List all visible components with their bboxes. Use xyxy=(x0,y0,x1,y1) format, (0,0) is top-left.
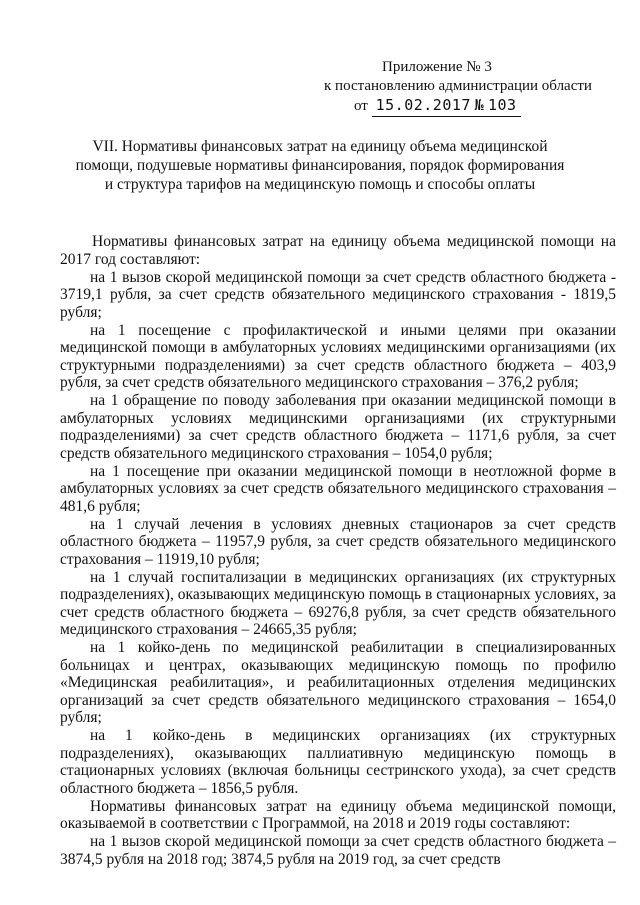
date-number-field xyxy=(372,96,521,117)
paragraph-palliative: на 1 койко-день в медицинских организациях (их структурных подразделениях), оказывающих паллиативную медицинскую помощь в стационарных условиях (включая больницы сестринского ухода), за счет средств областного бюджета – 1856,5 рубля. xyxy=(60,727,616,797)
paragraph-2018-2019-intro: Нормативы финансовых затрат на единицу объема медицинской помощи, оказываемой в соответствии с Программой, на 2018 и 2019 годы составляют: xyxy=(60,797,616,832)
paragraph-preventive-visit: на 1 посещение с профилактической и иными целями при оказании медицинской помощи в амбулаторных условиях медицинскими организациями (их структурными подразделениями) за счет средств областного бюджета – 403,9 рубля, за счет средств обязательного медицинского страхования – 376,2 рубля; xyxy=(60,321,616,391)
paragraph-disease-appeal: на 1 обращение по поводу заболевания при оказании медицинской помощи в амбулаторных условиях медицинскими организациями (их структурными подразделениями) за счет средств областного бюджета – 1171,6 рубля, за счет средств обязательного медицинского страхования – 1054,0 рубля; xyxy=(60,392,616,462)
paragraph-2017-intro: Нормативы финансовых затрат на единицу объема медицинской помощи на 2017 год составляют: xyxy=(60,233,616,268)
appendix-title: Приложение № 3 xyxy=(382,59,492,75)
paragraph-ambulance-2018: на 1 вызов скорой медицинской помощи за счет средств областного бюджета – 3874,5 рубля на 2018 год; 3874,5 рубля на 2019 год, за счет средств xyxy=(60,833,616,868)
appendix-reference: к постановлению администрации области xyxy=(324,78,592,94)
paragraph-ambulance: на 1 вызов скорой медицинской помощи за счет средств областного бюджета - 3719,1 рубля, за счет средств обязательного медицинского страхования - 1819,5 рубля; xyxy=(60,268,616,321)
paragraph-urgent-visit: на 1 посещение при оказании медицинской помощи в неотложной форме в амбулаторных условиях за счет средств обязательного медицинского страхования – 481,6 рубля; xyxy=(60,462,616,515)
paragraph-hospitalization: на 1 случай госпитализации в медицинских организациях (их структурных подразделениях), оказывающих медицинскую помощь в стационарных условиях, за счет средств областного бюджета – 69276,8 рубля, за счет средств обязательного медицинского страхования – 24665,35 рубля; xyxy=(60,568,616,638)
date-prefix: от xyxy=(354,98,368,114)
document-body xyxy=(60,233,616,869)
paragraph-rehabilitation: на 1 койко-день по медицинской реабилитации в специализированных больницах и центрах, оказывающих медицинскую помощь по профилю «Медицинская реабилитация», и реабилитационных отделения медицинских организаций за счет средств обязательного медицинского страхования – 1654,0 рубля; xyxy=(60,639,616,726)
resolution-number: 103 xyxy=(487,96,517,114)
number-sign: № xyxy=(474,96,485,114)
appendix-block xyxy=(318,58,618,117)
resolution-date: 15.02.2017 xyxy=(375,96,471,114)
section-heading: VII. Нормативы финансовых затрат на единицу объема медицинской помощи, подушевые нормативы финансирования, порядок формирования и структура тарифов на медицинскую помощь и способы оплаты xyxy=(75,138,565,193)
appendix-date-line xyxy=(318,96,618,117)
paragraph-day-hospital: на 1 случай лечения в условиях дневных стационаров за счет средств областного бюджета – 11957,9 рубля, за счет средств обязательного медицинского страхования – 11919,10 рубля; xyxy=(60,515,616,568)
